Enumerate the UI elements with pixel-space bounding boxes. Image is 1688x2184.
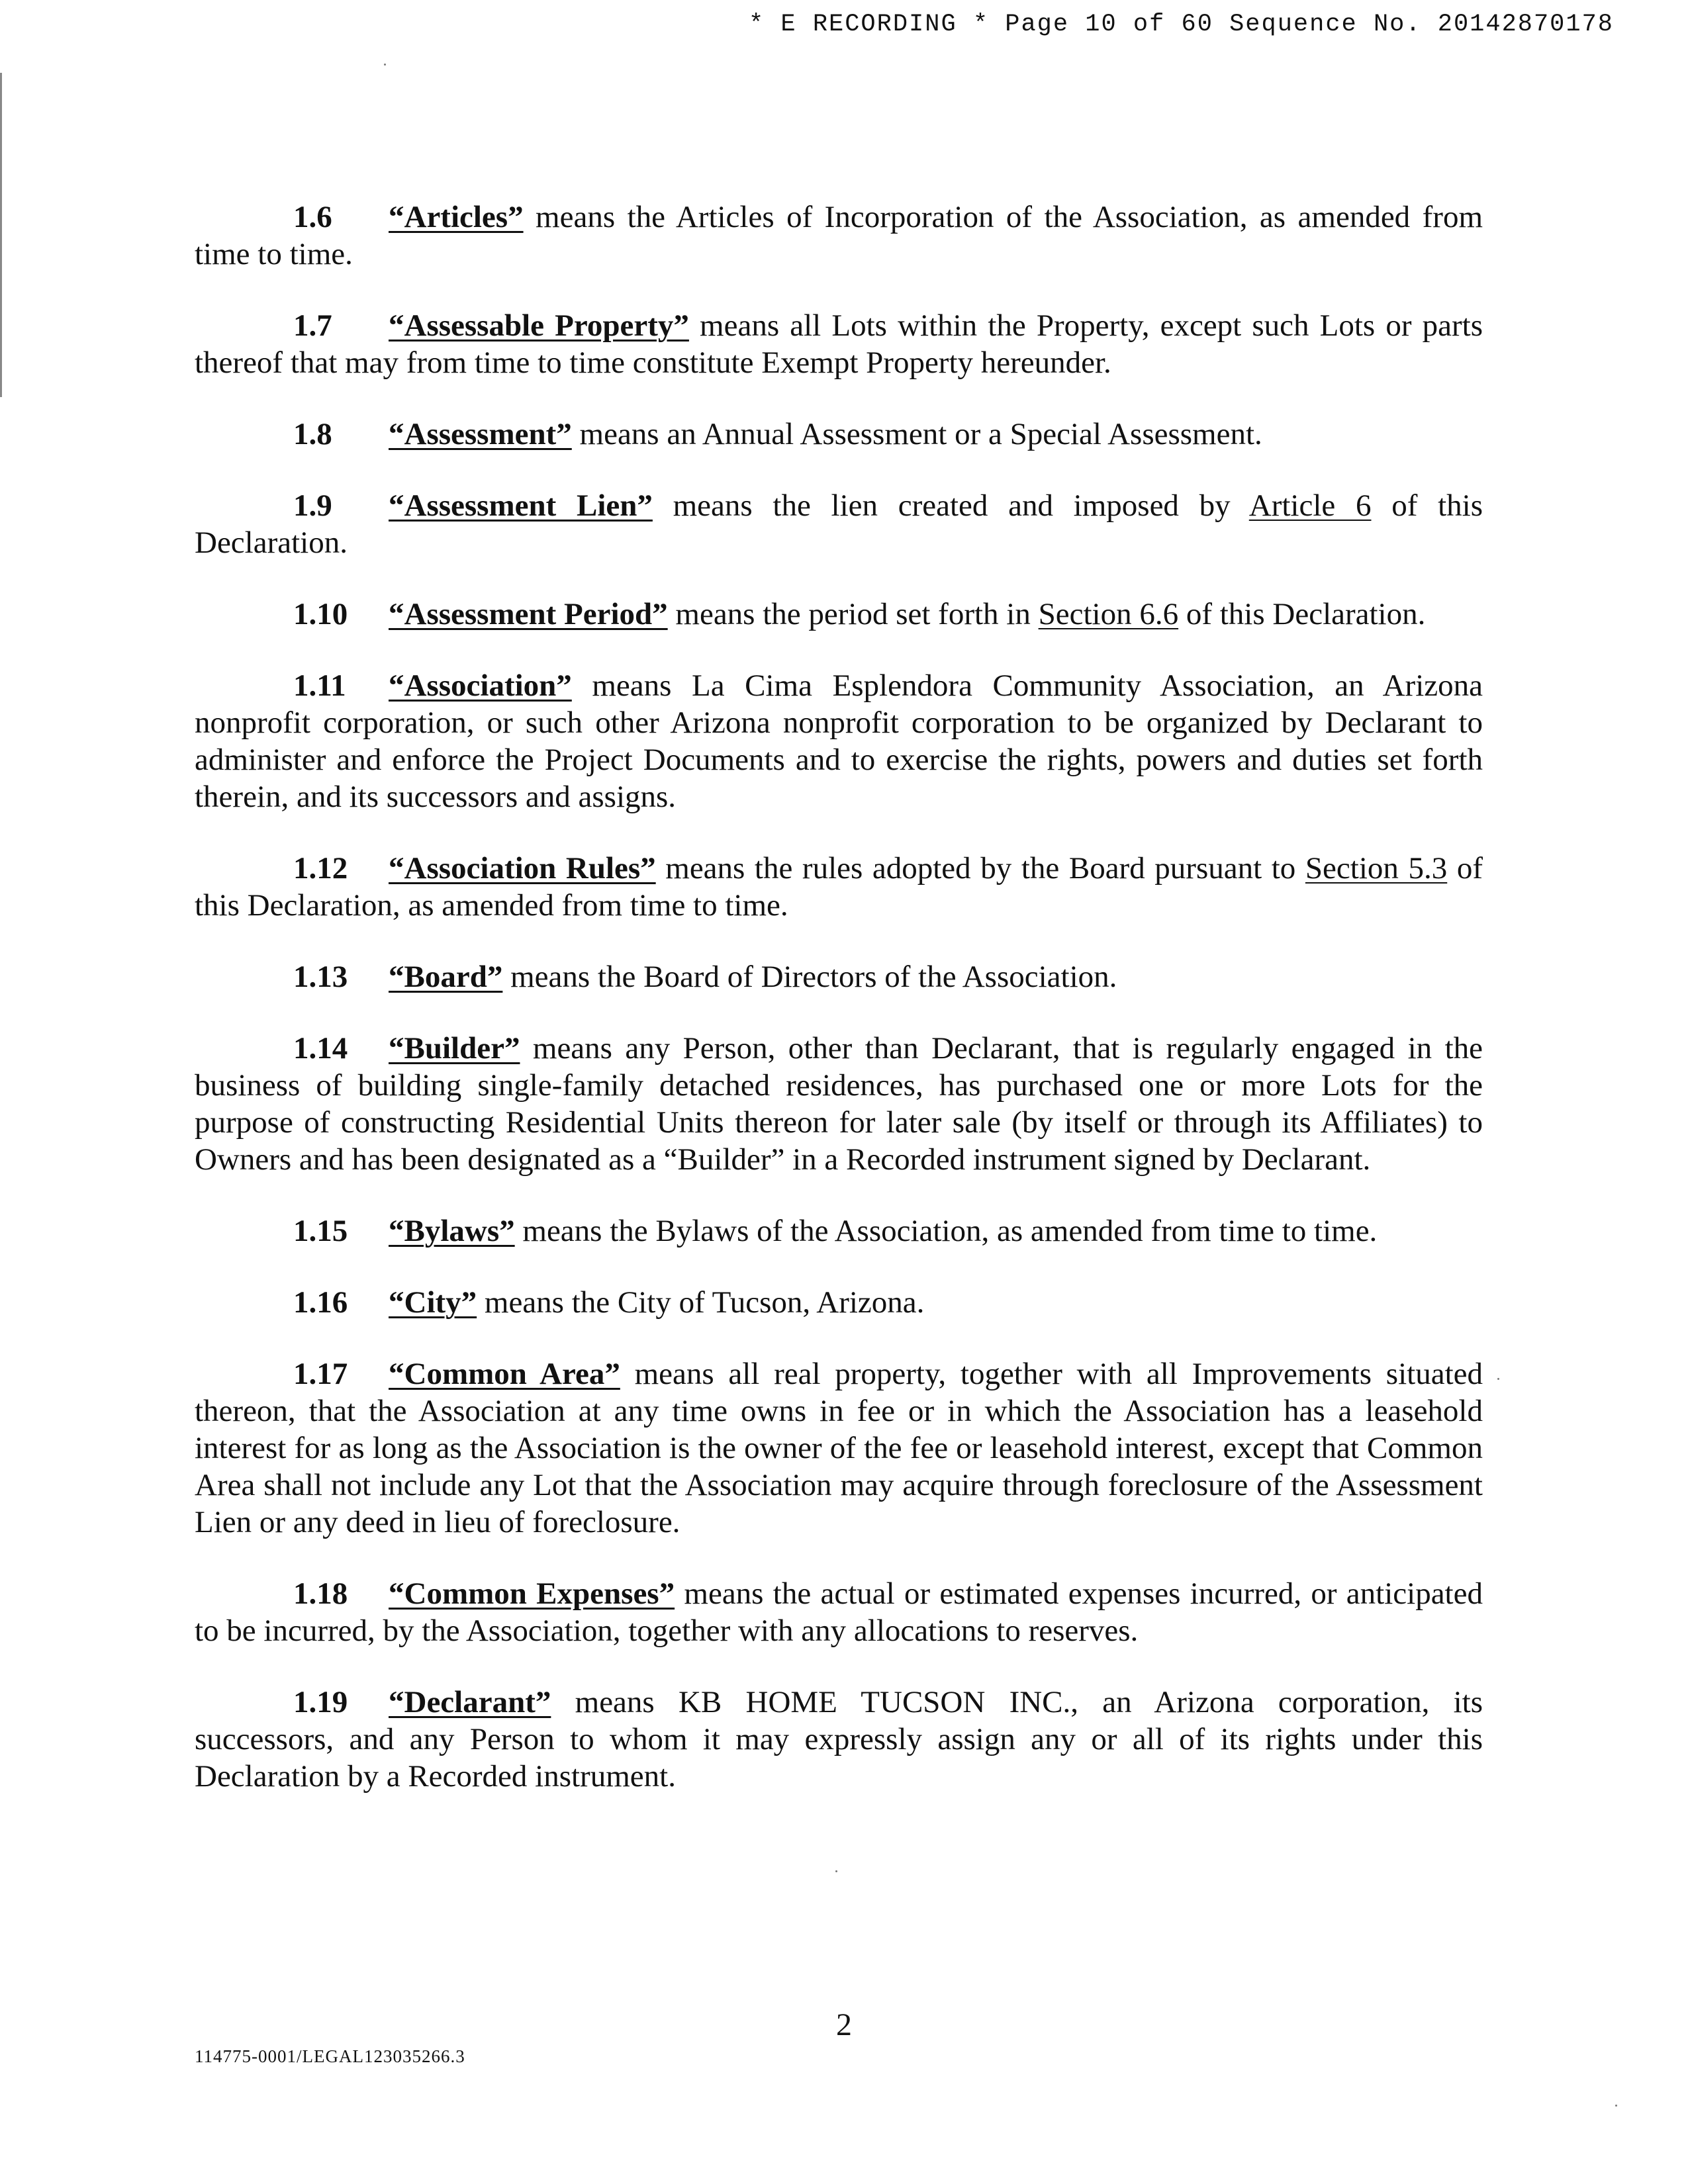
definition-1-11 xyxy=(195,667,1483,815)
definition-1-15 xyxy=(195,1212,1483,1250)
definition-1-12 xyxy=(195,850,1483,924)
defined-term: “Association” xyxy=(389,668,572,703)
definition-text: means La Cima Esplendora Community Association, an Arizona nonprofit corporation, or such other Arizona nonprofit corporation to be organized by Declarant to administer and enforce the Project Documents and to exercise the rights, powers and duties set forth therein, and its successors and assigns. xyxy=(195,668,1483,814)
section-number: 1.14 xyxy=(293,1031,348,1066)
definition-text: means all real property, together with all Improvements situated thereon, that the Association at any time owns in fee or in which the Association has a leasehold interest for as long as the Association is the owner of the fee or leasehold interest, except that Common Area shall not include any Lot that the Association may acquire through foreclosure of the Assessment Lien or any deed in lieu of foreclosure. xyxy=(195,1357,1483,1539)
scan-speck xyxy=(384,64,386,66)
section-number: 1.10 xyxy=(293,597,348,631)
defined-term: “City” xyxy=(389,1285,477,1320)
definition-1-9 xyxy=(195,487,1483,561)
definition-text: means the actual or estimated expenses incurred, or anticipated to be incurred, by the Association, together with any allocations to reserves. xyxy=(195,1576,1483,1648)
definition-text: means KB HOME TUCSON INC., an Arizona corporation, its successors, and any Person to whom it may expressly assign any or all of its rights under this Declaration by a Recorded instrument. xyxy=(195,1685,1483,1794)
definition-1-10 xyxy=(195,596,1483,633)
definition-text: means any Person, other than Declarant, that is regularly engaged in the business of building single-family detached residences, has purchased one or more Lots for the purpose of constructing Residential Units thereon for later sale (by itself or through its Affiliates) to Owners and has been designated as a “Builder” in a Recorded instrument signed by Declarant. xyxy=(195,1031,1483,1177)
defined-term: “Bylaws” xyxy=(389,1214,515,1248)
definition-1-8 xyxy=(195,416,1483,453)
section-number: 1.18 xyxy=(293,1576,348,1611)
definition-1-19 xyxy=(195,1684,1483,1795)
section-number: 1.9 xyxy=(293,488,332,523)
definition-text: means the Board of Directors of the Association. xyxy=(502,960,1117,994)
defined-term: “Common Area” xyxy=(389,1357,620,1391)
defined-term: “Common Expenses” xyxy=(389,1576,675,1611)
defined-term: “Assessment” xyxy=(389,417,572,451)
cross-reference-article-6: Article 6 xyxy=(1248,488,1372,523)
section-number: 1.19 xyxy=(293,1685,348,1719)
page-number: 2 xyxy=(836,2007,852,2042)
section-number: 1.11 xyxy=(293,668,346,703)
definition-text: means the Bylaws of the Association, as amended from time to time. xyxy=(514,1214,1378,1248)
definition-text: means the rules adopted by the Board pursuant to xyxy=(655,851,1305,886)
scan-speck xyxy=(1497,1378,1499,1380)
defined-term: “Assessable Property” xyxy=(389,308,689,343)
definition-text: of this Declaration. xyxy=(1178,597,1426,631)
recording-header: * E RECORDING * Page 10 of 60 Sequence No. 20142870178 xyxy=(749,11,1614,38)
definition-1-18 xyxy=(195,1575,1483,1649)
defined-term: “Assessment Period” xyxy=(389,597,668,631)
section-number: 1.6 xyxy=(293,200,332,234)
section-number: 1.12 xyxy=(293,851,348,886)
section-number: 1.17 xyxy=(293,1357,348,1391)
section-number: 1.7 xyxy=(293,308,332,343)
definition-1-14 xyxy=(195,1030,1483,1178)
section-number: 1.13 xyxy=(293,960,348,994)
definition-text: means the City of Tucson, Arizona. xyxy=(477,1285,925,1320)
definition-1-13 xyxy=(195,958,1483,995)
section-number: 1.8 xyxy=(293,417,332,451)
definition-text: of this Declaration, as amended from time to time. xyxy=(195,851,1483,923)
document-code: 114775-0001/LEGAL123035266.3 xyxy=(195,2046,465,2066)
definition-1-6 xyxy=(195,199,1483,273)
definition-text: means the period set forth in xyxy=(667,597,1039,631)
definition-text: means the Articles of Incorporation of the Association, as amended from time to time. xyxy=(195,200,1483,271)
definition-text: means the lien created and imposed by xyxy=(652,488,1249,523)
definition-text: means all Lots within the Property, except such Lots or parts thereof that may from time to time constitute Exempt Property hereunder. xyxy=(195,308,1483,380)
definition-text: of this Declaration. xyxy=(195,488,1483,560)
defined-term: “Board” xyxy=(389,960,503,994)
scan-speck xyxy=(835,1870,837,1872)
definition-1-16 xyxy=(195,1284,1483,1321)
defined-term: “Association Rules” xyxy=(389,851,656,886)
cross-reference-section-5-3: Section 5.3 xyxy=(1305,851,1448,886)
definition-1-7 xyxy=(195,307,1483,381)
defined-term: “Articles” xyxy=(389,200,524,234)
defined-term: “Declarant” xyxy=(389,1685,551,1719)
defined-term: “Assessment Lien” xyxy=(389,488,653,523)
scan-speck xyxy=(1615,2105,1617,2107)
cross-reference-section-6-6: Section 6.6 xyxy=(1038,597,1179,631)
defined-term: “Builder” xyxy=(389,1031,520,1066)
section-number: 1.16 xyxy=(293,1285,348,1320)
definition-1-17 xyxy=(195,1355,1483,1541)
scan-edge-mark xyxy=(0,73,2,397)
section-number: 1.15 xyxy=(293,1214,348,1248)
definition-text: means an Annual Assessment or a Special Assessment. xyxy=(571,417,1262,451)
definitions-body xyxy=(195,199,1483,1828)
